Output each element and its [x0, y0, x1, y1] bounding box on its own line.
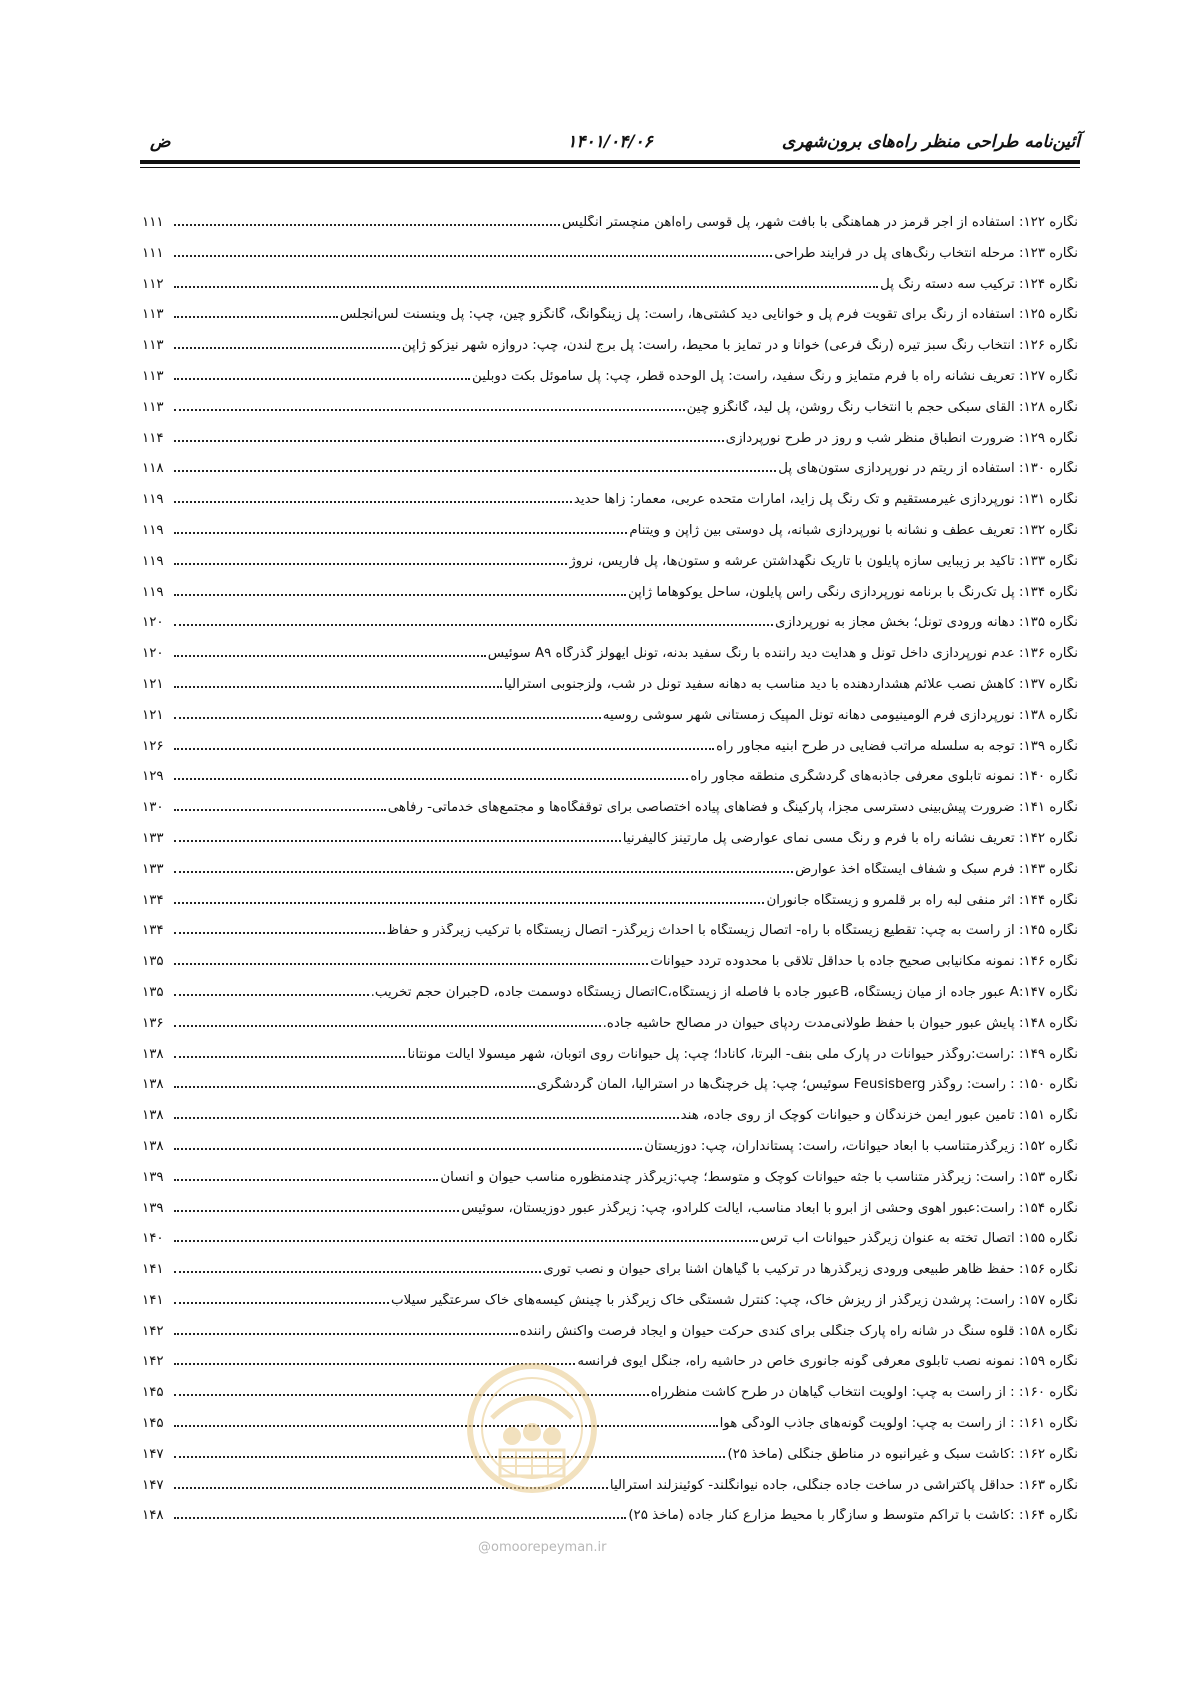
toc-entry[interactable]: [142, 492, 1078, 523]
document-date: ۱۴۰۱/۰۴/۰۶: [567, 132, 653, 152]
dot-leader: [174, 1024, 601, 1027]
toc-entry-page: ۱۴۲: [142, 1323, 164, 1339]
toc-entry-page: ۱۱۱: [142, 215, 164, 230]
toc-entry-page: ۱۱۹: [142, 584, 164, 600]
dot-leader: [174, 1455, 725, 1458]
toc-entry[interactable]: [142, 739, 1078, 770]
toc-entry-page: ۱۱۸: [142, 461, 164, 477]
toc-entry[interactable]: [142, 615, 1078, 646]
toc-entry-label: نگاره ۱۳۷: کاهش نصب علائم هشداردهنده با دید مناسب به دهانه سفید تونل در شب، ولزجنوبی استرالیا: [503, 676, 1078, 692]
toc-entry-label: نگاره ۱۴۰: نمونه تابلوی معرفی جاذبه‌های گردشگری منطقه مجاور راه: [690, 769, 1078, 785]
dot-leader: [174, 901, 764, 904]
toc-entry-label: نگاره ۱۵۰: : راست: روگذر Feusisberg سوئیس؛ چپ: پل خرچنگ‌ها در استرالیا، المان گردشگری: [536, 1077, 1078, 1093]
dot-leader: [174, 1270, 541, 1273]
toc-entry-page: ۱۱۴: [142, 430, 164, 446]
toc-entry-page: ۱۳۸: [142, 1108, 164, 1124]
toc-entry[interactable]: [142, 431, 1078, 462]
toc-entry-label: نگاره ۱۲۶: انتخاب رنگ سبز تیره (رنگ فرعی) خوانا و در تمایز با محیط، راست: پل برج لندن، چپ: دروازه شهر نیزکو ژاپن: [401, 338, 1078, 354]
toc-entry[interactable]: [142, 461, 1078, 492]
dot-leader: [174, 1178, 438, 1181]
toc-entry[interactable]: [142, 585, 1078, 616]
dot-leader: [174, 408, 685, 411]
toc-entry[interactable]: [142, 215, 1078, 246]
dot-leader: [174, 254, 772, 257]
dot-leader: [174, 654, 486, 657]
toc-entry-page: ۱۳۰: [142, 800, 164, 816]
toc-entry[interactable]: [142, 1170, 1078, 1201]
dot-leader: [174, 1209, 459, 1212]
toc-entry-label: نگاره ۱۴۴: اثر منفی لبه راه بر قلمرو و زیستگاه جانوران: [766, 892, 1078, 908]
toc-entry-page: ۱۴۵: [142, 1416, 164, 1432]
toc-entry-label: نگاره ۱۵۲: زیرگذرمتناسب با ابعاد حیوانات، راست: پستانداران، چپ: دوزیستان: [644, 1138, 1078, 1154]
toc-entry-label: نگاره ۱۴۶: نمونه مکانیابی صحیح جاده با حداقل تلاقی با محدوده تردد حیوانات: [650, 954, 1078, 970]
dot-leader: [174, 500, 572, 503]
toc-entry[interactable]: [142, 369, 1078, 400]
toc-entry-page: ۱۴۷: [142, 1477, 164, 1493]
toc-entry-page: ۱۳۹: [142, 1200, 164, 1216]
toc-entry[interactable]: [142, 1077, 1078, 1108]
toc-entry-label: نگاره ۱۳۸: نورپردازی فرم آلومینیومی دهانه تونل المپیک زمستانی شهر سوشی روسیه: [602, 707, 1078, 723]
toc-entry-page: ۱۱۱: [142, 245, 164, 261]
dot-leader: [174, 993, 369, 996]
toc-entry-page: ۱۴۷: [142, 1446, 164, 1462]
toc-entry-label: نگاره ۱۵۵: اتصال تخته به عنوان زیرگذر حیوانات آب ترس: [760, 1231, 1078, 1247]
toc-entry-label: نگاره ۱۳۲: تعریف عطف و نشانه با نورپردازی شبانه، پل دوستی بین ژاپن و ویتنام: [629, 522, 1078, 538]
toc-entry-page: ۱۳۸: [142, 1138, 164, 1154]
dot-leader: [174, 962, 648, 965]
toc-entry-label: نگاره ۱۶۰: : از راست به چپ: اولویت انتخاب گیاهان در طرح کاشت منظرراه: [650, 1385, 1078, 1401]
dot-leader: [174, 315, 338, 318]
figure-list: [142, 215, 1078, 1539]
dot-leader: [174, 531, 627, 534]
toc-entry-page: ۱۳۵: [142, 954, 164, 970]
toc-entry[interactable]: [142, 985, 1078, 1016]
dot-leader: [174, 685, 502, 688]
toc-entry-label: نگاره ۱۴۲: تعریف نشانه راه با فرم و رنگ مسی نمای عوارضی پل مارتینز کالیفرنیا: [622, 830, 1078, 846]
toc-entry-page: ۱۴۵: [142, 1385, 164, 1401]
toc-entry[interactable]: [142, 1201, 1078, 1232]
dot-leader: [174, 1301, 389, 1304]
watermark-url: @omoorepeyman.ir: [478, 1540, 607, 1555]
toc-entry[interactable]: [142, 1139, 1078, 1170]
toc-entry[interactable]: [142, 1047, 1078, 1078]
dot-leader: [174, 870, 793, 873]
toc-entry-label: نگاره ۱۳۶: عدم نورپردازی داخل تونل و هدایت دید راننده با رنگ سفید بدنه، تونل آیهولز گذرگاه A۹ سوئیس: [487, 646, 1078, 662]
toc-entry-page: ۱۱۹: [142, 492, 164, 508]
toc-entry-label: نگاره ۱۴۳: فرم سبک و شفاف ایستگاه اخذ عوارض: [795, 861, 1078, 877]
document-title: آئین‌نامه طراحی منظر راه‌های برون‌شهری: [781, 132, 1080, 152]
toc-entry-label: نگاره ۱۲۳: مرحله انتخاب رنگ‌های پل در فرایند طراحی: [774, 245, 1078, 261]
toc-entry-page: ۱۳۴: [142, 923, 164, 939]
toc-entry-page: ۱۲۱: [142, 707, 164, 723]
toc-entry-label: نگاره ۱۲۴: ترکیب سه دسته رنگ پل: [880, 276, 1078, 292]
toc-entry[interactable]: [142, 954, 1078, 985]
toc-entry-page: ۱۲۶: [142, 738, 164, 754]
header-rule-thick: [140, 160, 1080, 164]
toc-entry[interactable]: [142, 862, 1078, 893]
dot-leader: [174, 1424, 718, 1427]
toc-entry[interactable]: [142, 1324, 1078, 1355]
toc-entry-page: ۱۴۱: [142, 1292, 164, 1308]
dot-leader: [174, 223, 560, 226]
toc-entry[interactable]: [142, 1416, 1078, 1447]
toc-entry-page: ۱۱۲: [142, 276, 164, 292]
toc-entry-page: ۱۱۳: [142, 368, 164, 384]
toc-entry-label: نگاره ۱۳۳: تاکید بر زیبایی سازه پایلون با تاریک نگهداشتن عرشه و ستون‌ها، پل فاریس، نروژ: [569, 553, 1078, 569]
toc-entry-page: ۱۲۹: [142, 769, 164, 785]
toc-entry-label: نگاره ۱۲۷: تعریف نشانه راه با فرم متمایز و رنگ سفید، راست: پل الوحده قطر، چپ: پل ساموئل بکت دوبلین: [472, 368, 1078, 384]
toc-entry-label: نگاره ۱۴۹: :راست:روگذر حیوانات در پارک ملی بنف- آلبرتا، کانادا؛ چپ: پل حیوانات روی اتوبان، شهر میسولا ایالت مونتانا: [407, 1046, 1078, 1062]
toc-entry-page: ۱۱۹: [142, 522, 164, 538]
dot-leader: [174, 931, 385, 934]
toc-entry-label: نگاره ۱۴۷:A عبور جاده از میان زیستگاه، Bعبور جاده با فاصله از زیستگاه،Cاتصال زیستگاه دوسمت جاده، Dجبران حجم تخریب.: [370, 984, 1078, 1000]
toc-entry-label: نگاره ۱۴۸: پایش عبور حیوان با حفظ طولانی‌مدت ردپای حیوان در مصالح حاشیه جاده.: [602, 1015, 1078, 1031]
toc-entry[interactable]: [142, 246, 1078, 277]
toc-entry[interactable]: [142, 338, 1078, 369]
dot-leader: [174, 469, 776, 472]
toc-entry-label: نگاره ۱۲۲: استفاده از آجر قرمز در هماهنگی با بافت شهر، پل قوسی راه‌آهن منچستر انگلیس: [562, 215, 1078, 230]
toc-entry[interactable]: [142, 893, 1078, 924]
toc-entry[interactable]: [142, 708, 1078, 739]
toc-entry-page: ۱۴۸: [142, 1508, 164, 1524]
dot-leader: [174, 377, 470, 380]
dot-leader: [174, 439, 724, 442]
toc-entry-page: ۱۲۰: [142, 646, 164, 662]
dot-leader: [174, 285, 878, 288]
toc-entry-label: نگاره ۱۴۱: ضرورت پیش‌بینی دسترسی مجزا، پارکینگ و فضاهای پیاده اختصاصی برای توقفگاه‌ها و مجتمع‌های خدماتی- رفاهی: [387, 800, 1078, 816]
toc-entry-page: ۱۴۲: [142, 1354, 164, 1370]
toc-entry-label: نگاره ۱۶۲: :کاشت سبک و غیرانبوه در مناطق جنگلی (ماخذ ۲۵): [727, 1446, 1078, 1462]
dot-leader: [174, 1116, 679, 1119]
toc-entry[interactable]: [142, 1231, 1078, 1262]
toc-entry-page: ۱۱۹: [142, 553, 164, 569]
toc-entry[interactable]: [142, 277, 1078, 308]
toc-entry-label: نگاره ۱۶۱: : از راست به چپ: اولویت گونه‌های جاذب آلودگی هوا: [719, 1416, 1078, 1432]
dot-leader: [174, 1147, 642, 1150]
toc-entry-page: ۱۴۱: [142, 1262, 164, 1278]
toc-entry[interactable]: [142, 1508, 1078, 1539]
toc-entry[interactable]: [142, 400, 1078, 431]
toc-entry-label: نگاره ۱۶۳: حداقل پاکتراشی در ساخت جاده جنگلی، جاده نیوانگلند- کوئینزلند استرالیا: [609, 1477, 1078, 1493]
toc-entry-page: ۱۳۵: [142, 984, 164, 1000]
toc-entry-page: ۱۲۱: [142, 676, 164, 692]
toc-entry-label: نگاره ۱۴۵: از راست به چپ: تقطیع زیستگاه با راه- اتصال زیستگاه با احداث زیرگذر- اتصال زیستگاه با ترکیب زیرگذر و حفاظ: [386, 923, 1078, 939]
toc-entry[interactable]: [142, 523, 1078, 554]
toc-entry[interactable]: [142, 677, 1078, 708]
toc-entry-page: ۱۴۰: [142, 1231, 164, 1247]
toc-entry-label: نگاره ۱۲۹: ضرورت انطباق منظر شب و روز در طرح نورپردازی: [725, 430, 1078, 446]
toc-entry-page: ۱۳۹: [142, 1169, 164, 1185]
toc-entry[interactable]: [142, 1262, 1078, 1293]
dot-leader: [174, 1085, 535, 1088]
toc-entry-page: ۱۳۳: [142, 830, 164, 846]
toc-entry-label: نگاره ۱۵۸: قلوه سنگ در شانه راه پارک جنگلی برای کندی حرکت حیوان و ایجاد فرصت واکنش راننده: [519, 1323, 1078, 1339]
toc-entry-page: ۱۳۸: [142, 1046, 164, 1062]
toc-entry[interactable]: [142, 554, 1078, 585]
toc-entry-label: نگاره ۱۵۳: راست: زیرگذر متناسب با جثه حیوانات کوچک و متوسط؛ چپ:زیرگذر چندمنظوره مناسب حیوان و انسان: [440, 1169, 1078, 1185]
toc-entry[interactable]: [142, 769, 1078, 800]
toc-entry-page: ۱۱۳: [142, 399, 164, 415]
dot-leader: [174, 716, 601, 719]
dot-leader: [174, 346, 400, 349]
toc-entry-page: ۱۳۳: [142, 861, 164, 877]
dot-leader: [174, 1332, 518, 1335]
header-rule-thin: [140, 167, 1080, 168]
toc-entry-label: نگاره ۱۵۷: راست: پرشدن زیرگذر از ریزش خاک، چپ: کنترل شستگی خاک زیرگذر با چینش کیسه‌های خاک سرعتگیر سیلاب: [390, 1292, 1078, 1308]
dot-leader: [174, 808, 386, 811]
seal-watermark-icon: [462, 1358, 602, 1508]
toc-entry-page: ۱۳۸: [142, 1077, 164, 1093]
toc-entry[interactable]: [142, 1478, 1078, 1509]
toc-entry[interactable]: [142, 1016, 1078, 1047]
toc-entry-label: نگاره ۱۶۴: :کاشت با تراکم متوسط و سازگار با محیط مزارع کنار جاده (ماخذ ۲۵): [628, 1508, 1078, 1524]
toc-entry[interactable]: [142, 800, 1078, 831]
dot-leader: [174, 747, 714, 750]
dot-leader: [174, 1516, 626, 1519]
toc-entry[interactable]: [142, 1108, 1078, 1139]
toc-entry[interactable]: [142, 1447, 1078, 1478]
toc-entry-label: نگاره ۱۳۹: توجه به سلسله مراتب فضایی در طرح ابنیه مجاور راه: [716, 738, 1078, 754]
toc-entry-page: ۱۱۳: [142, 307, 164, 323]
toc-entry-label: نگاره ۱۳۱: نورپردازی غیرمستقیم و تک رنگ پل زاید، امارات متحده عربی، معمار: زاها حدید: [573, 492, 1078, 508]
toc-entry[interactable]: [142, 831, 1078, 862]
page-header: [140, 128, 1080, 158]
toc-entry-label: نگاره ۱۵۱: تامین عبور ایمن خزندگان و حیوانات کوچک از روی جاده، هند: [680, 1108, 1078, 1124]
toc-entry-label: نگاره ۱۵۹: نمونه نصب تابلوی معرفی گونه جانوری خاص در حاشیه راه، جنگل ایوی فرانسه: [577, 1354, 1078, 1370]
toc-entry-label: نگاره ۱۲۸: القای سبکی حجم با انتخاب رنگ روشن، پل لید، گانگزو چین: [686, 399, 1078, 415]
dot-leader: [174, 593, 626, 596]
toc-entry-label: نگاره ۱۳۰: استفاده از ریتم در نورپردازی ستون‌های پل: [778, 461, 1078, 477]
toc-entry-page: ۱۲۰: [142, 615, 164, 631]
dot-leader: [174, 562, 567, 565]
toc-entry[interactable]: [142, 646, 1078, 677]
dot-leader: [174, 1239, 758, 1242]
toc-entry-label: نگاره ۱۵۶: حفظ ظاهر طبیعی ورودی زیرگذرها در ترکیب با گیاهان آشنا برای حیوان و نصب توری: [543, 1262, 1078, 1278]
dot-leader: [174, 777, 688, 780]
toc-entry[interactable]: [142, 1354, 1078, 1385]
toc-entry-label: نگاره ۱۵۴: راست:عبور آهوی وحشی از آبرو با ابعاد مناسب، ایالت کلرادو، چپ: زیرگذر عبور دوزیستان، سوئیس: [461, 1200, 1078, 1216]
toc-entry-page: ۱۳۴: [142, 892, 164, 908]
toc-entry-label: نگاره ۱۲۵: استفاده از رنگ برای تقویت فرم پل و خوانایی دید کشتی‌ها، راست: پل زینگوانگ، گانگزو چین، چپ: پل وینسنت لس‌آنجلس: [339, 307, 1078, 323]
toc-entry-page: ۱۱۳: [142, 338, 164, 354]
dot-leader: [174, 1055, 405, 1058]
toc-entry[interactable]: [142, 1293, 1078, 1324]
toc-entry-label: نگاره ۱۳۴: پل تک‌رنگ با برنامه نورپردازی رنگی راس پایلون، ساحل یوکوهاما ژاپن: [627, 584, 1078, 600]
toc-entry[interactable]: [142, 307, 1078, 338]
page-number: ض: [150, 132, 171, 152]
toc-entry[interactable]: [142, 923, 1078, 954]
toc-entry[interactable]: [142, 1385, 1078, 1416]
toc-entry-page: ۱۳۶: [142, 1015, 164, 1031]
dot-leader: [174, 623, 773, 626]
dot-leader: [174, 839, 621, 842]
toc-entry-label: نگاره ۱۳۵: دهانه ورودی تونل؛ بخش مجاز به نورپردازی: [774, 615, 1078, 631]
